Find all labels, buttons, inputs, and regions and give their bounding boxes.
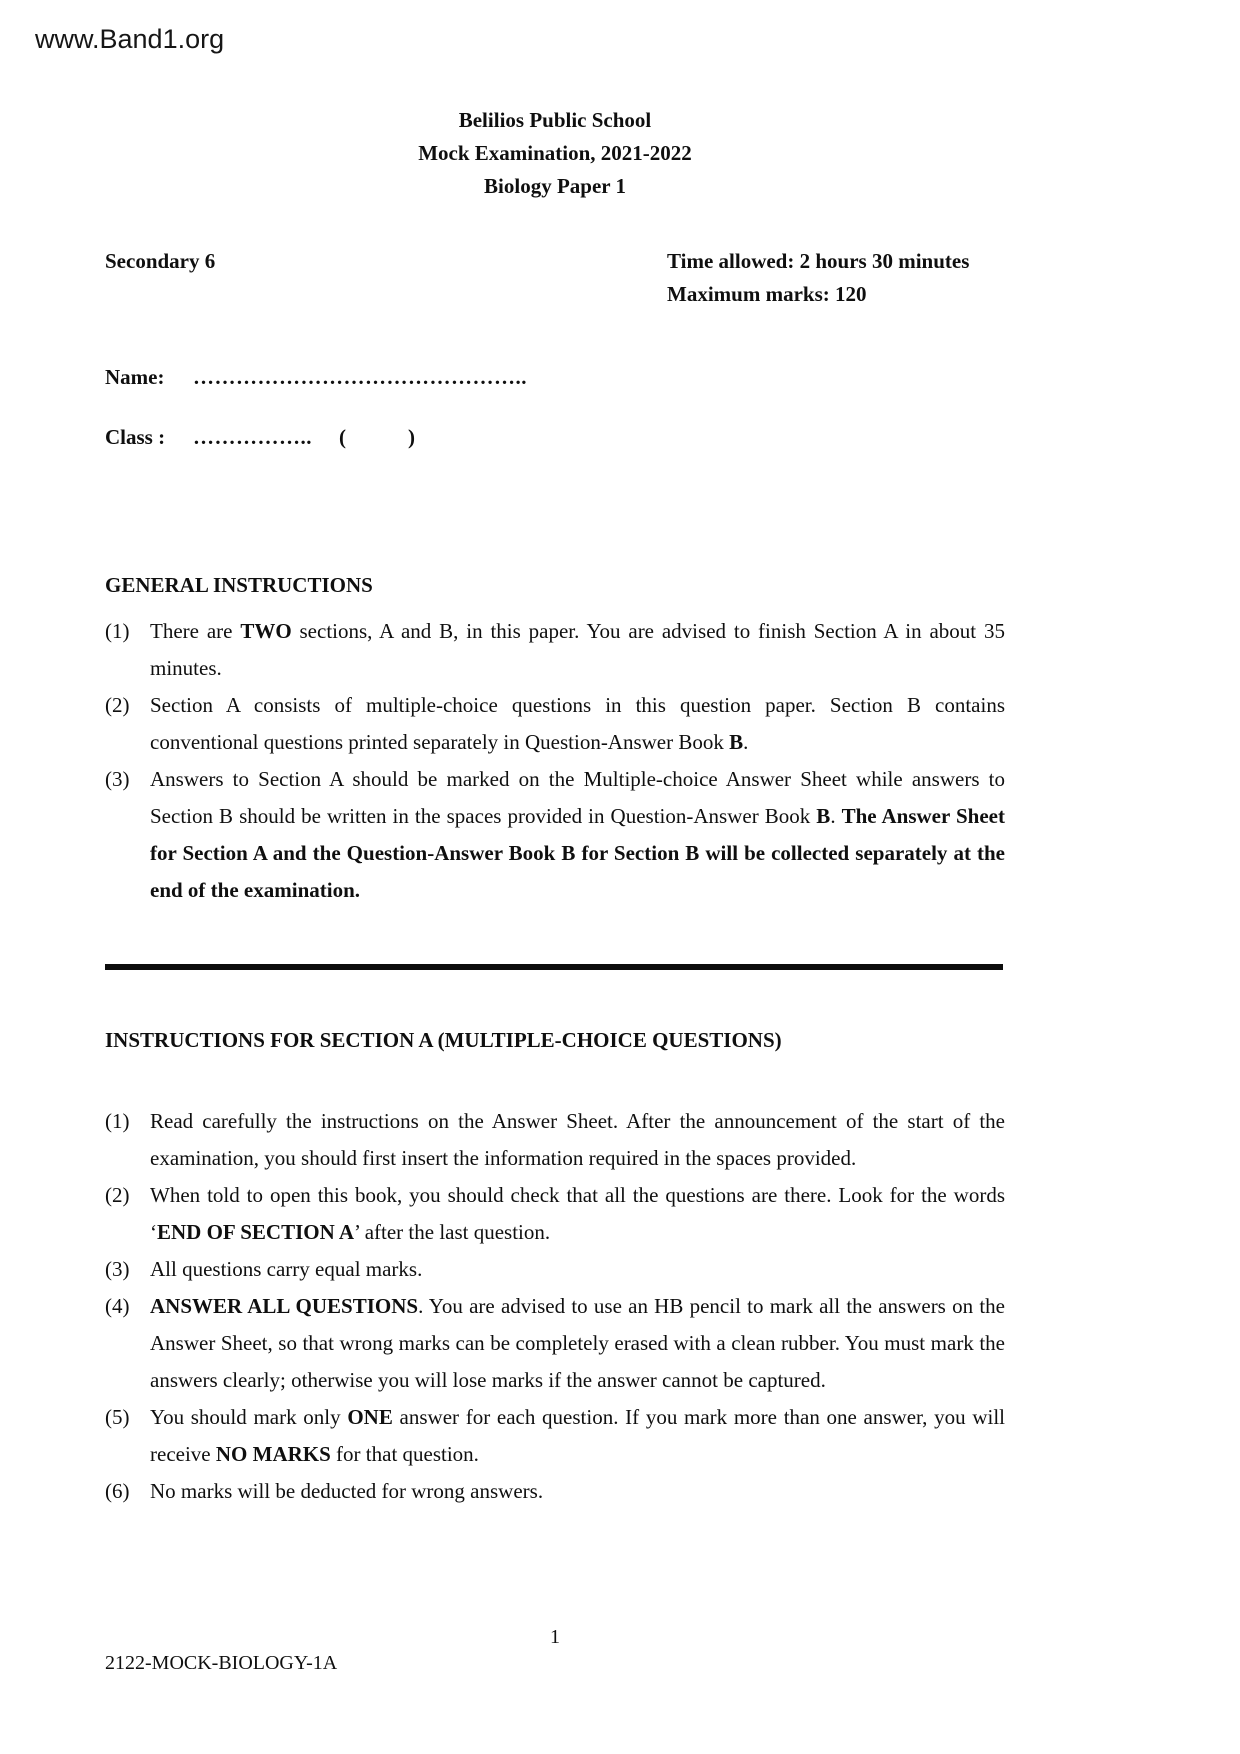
time-allowed: Time allowed: 2 hours 30 minutes [667, 249, 970, 273]
name-field-row [105, 365, 1005, 390]
instruction-item [105, 761, 1005, 909]
title-block [105, 104, 1005, 203]
school-name: Belilios Public School [458, 108, 652, 132]
maximum-marks: Maximum marks: 120 [667, 282, 867, 306]
meta-row [105, 245, 1005, 306]
item-number: (2) [105, 693, 130, 717]
general-instructions-section [105, 570, 1005, 909]
name-dotted-line: ……………………………………….. [193, 365, 527, 389]
item-number: (3) [105, 1257, 130, 1281]
item-text: No marks will be deducted for wrong answers. [150, 1479, 544, 1503]
general-instructions-list [105, 613, 1005, 909]
class-dotted-line: …………….. [193, 425, 312, 449]
general-instructions-heading: GENERAL INSTRUCTIONS [105, 573, 373, 597]
item-text: ANSWER ALL QUESTIONS. You are advised to use an HB pencil to mark all the answers on the Answer Sheet, so that wrong marks can be completely erased with a clean rubber. You must mark the answers clearly; otherwise you will lose marks if the answer cannot be captured. [150, 1294, 1005, 1392]
class-number-paren-close: ) [408, 425, 415, 449]
instruction-item [105, 687, 1005, 761]
item-text: Read carefully the instructions on the Answer Sheet. After the announcement of the start of the examination, you should first insert the information required in the spaces provided. [150, 1109, 1005, 1170]
item-number: (1) [105, 619, 130, 643]
instruction-item [105, 1103, 1005, 1177]
item-number: (4) [105, 1294, 130, 1318]
watermark-url: www.Band1.org [35, 24, 225, 54]
exam-title: Mock Examination, 2021-2022 [418, 141, 692, 165]
instruction-item [105, 1399, 1005, 1473]
item-number: (2) [105, 1183, 130, 1207]
item-number: (3) [105, 767, 130, 791]
instruction-item [105, 1251, 1005, 1288]
section-divider-rule [105, 964, 1003, 970]
class-label: Class : [105, 425, 166, 449]
exam-meta [667, 245, 969, 311]
instruction-item [105, 1473, 1005, 1510]
section-a-instructions-heading: INSTRUCTIONS FOR SECTION A (MULTIPLE-CHOICE QUESTIONS) [105, 1028, 782, 1052]
item-number: (1) [105, 1109, 130, 1133]
page-number: 1 [550, 1626, 560, 1648]
instruction-item [105, 1288, 1005, 1399]
class-number-paren-open: ( [339, 425, 346, 449]
item-text: Section A consists of multiple-choice questions in this question paper. Section B contains conventional questions printed separately in Question-Answer Book B. [150, 693, 1005, 754]
section-a-instructions-list [105, 1103, 1005, 1510]
item-text: When told to open this book, you should check that all the questions are there. Look for the words ‘END OF SECTION A’ after the last question. [150, 1183, 1005, 1244]
paper-title: Biology Paper 1 [484, 174, 626, 198]
document-code: 2122-MOCK-BIOLOGY-1A [105, 1652, 338, 1674]
instruction-item [105, 1177, 1005, 1251]
item-number: (6) [105, 1479, 130, 1503]
item-text: All questions carry equal marks. [150, 1257, 423, 1281]
item-number: (5) [105, 1405, 130, 1429]
item-text: Answers to Section A should be marked on the Multiple-choice Answer Sheet while answers to Section B should be written in the spaces provided in Question-Answer Book B. The Answer Sheet for Section A and the Question-Answer Book B for Section B will be collected separately at the end of the examination. [150, 767, 1005, 902]
class-level: Secondary 6 [105, 249, 216, 273]
class-field-row [105, 425, 1005, 450]
item-text: You should mark only ONE answer for each question. If you mark more than one answer, you will receive NO MARKS for that question. [150, 1405, 1005, 1466]
section-a-instructions-section [105, 1025, 1005, 1510]
instruction-item [105, 613, 1005, 687]
item-text: There are TWO sections, A and B, in this paper. You are advised to finish Section A in about 35 minutes. [150, 619, 1005, 680]
name-label: Name: [105, 365, 165, 389]
